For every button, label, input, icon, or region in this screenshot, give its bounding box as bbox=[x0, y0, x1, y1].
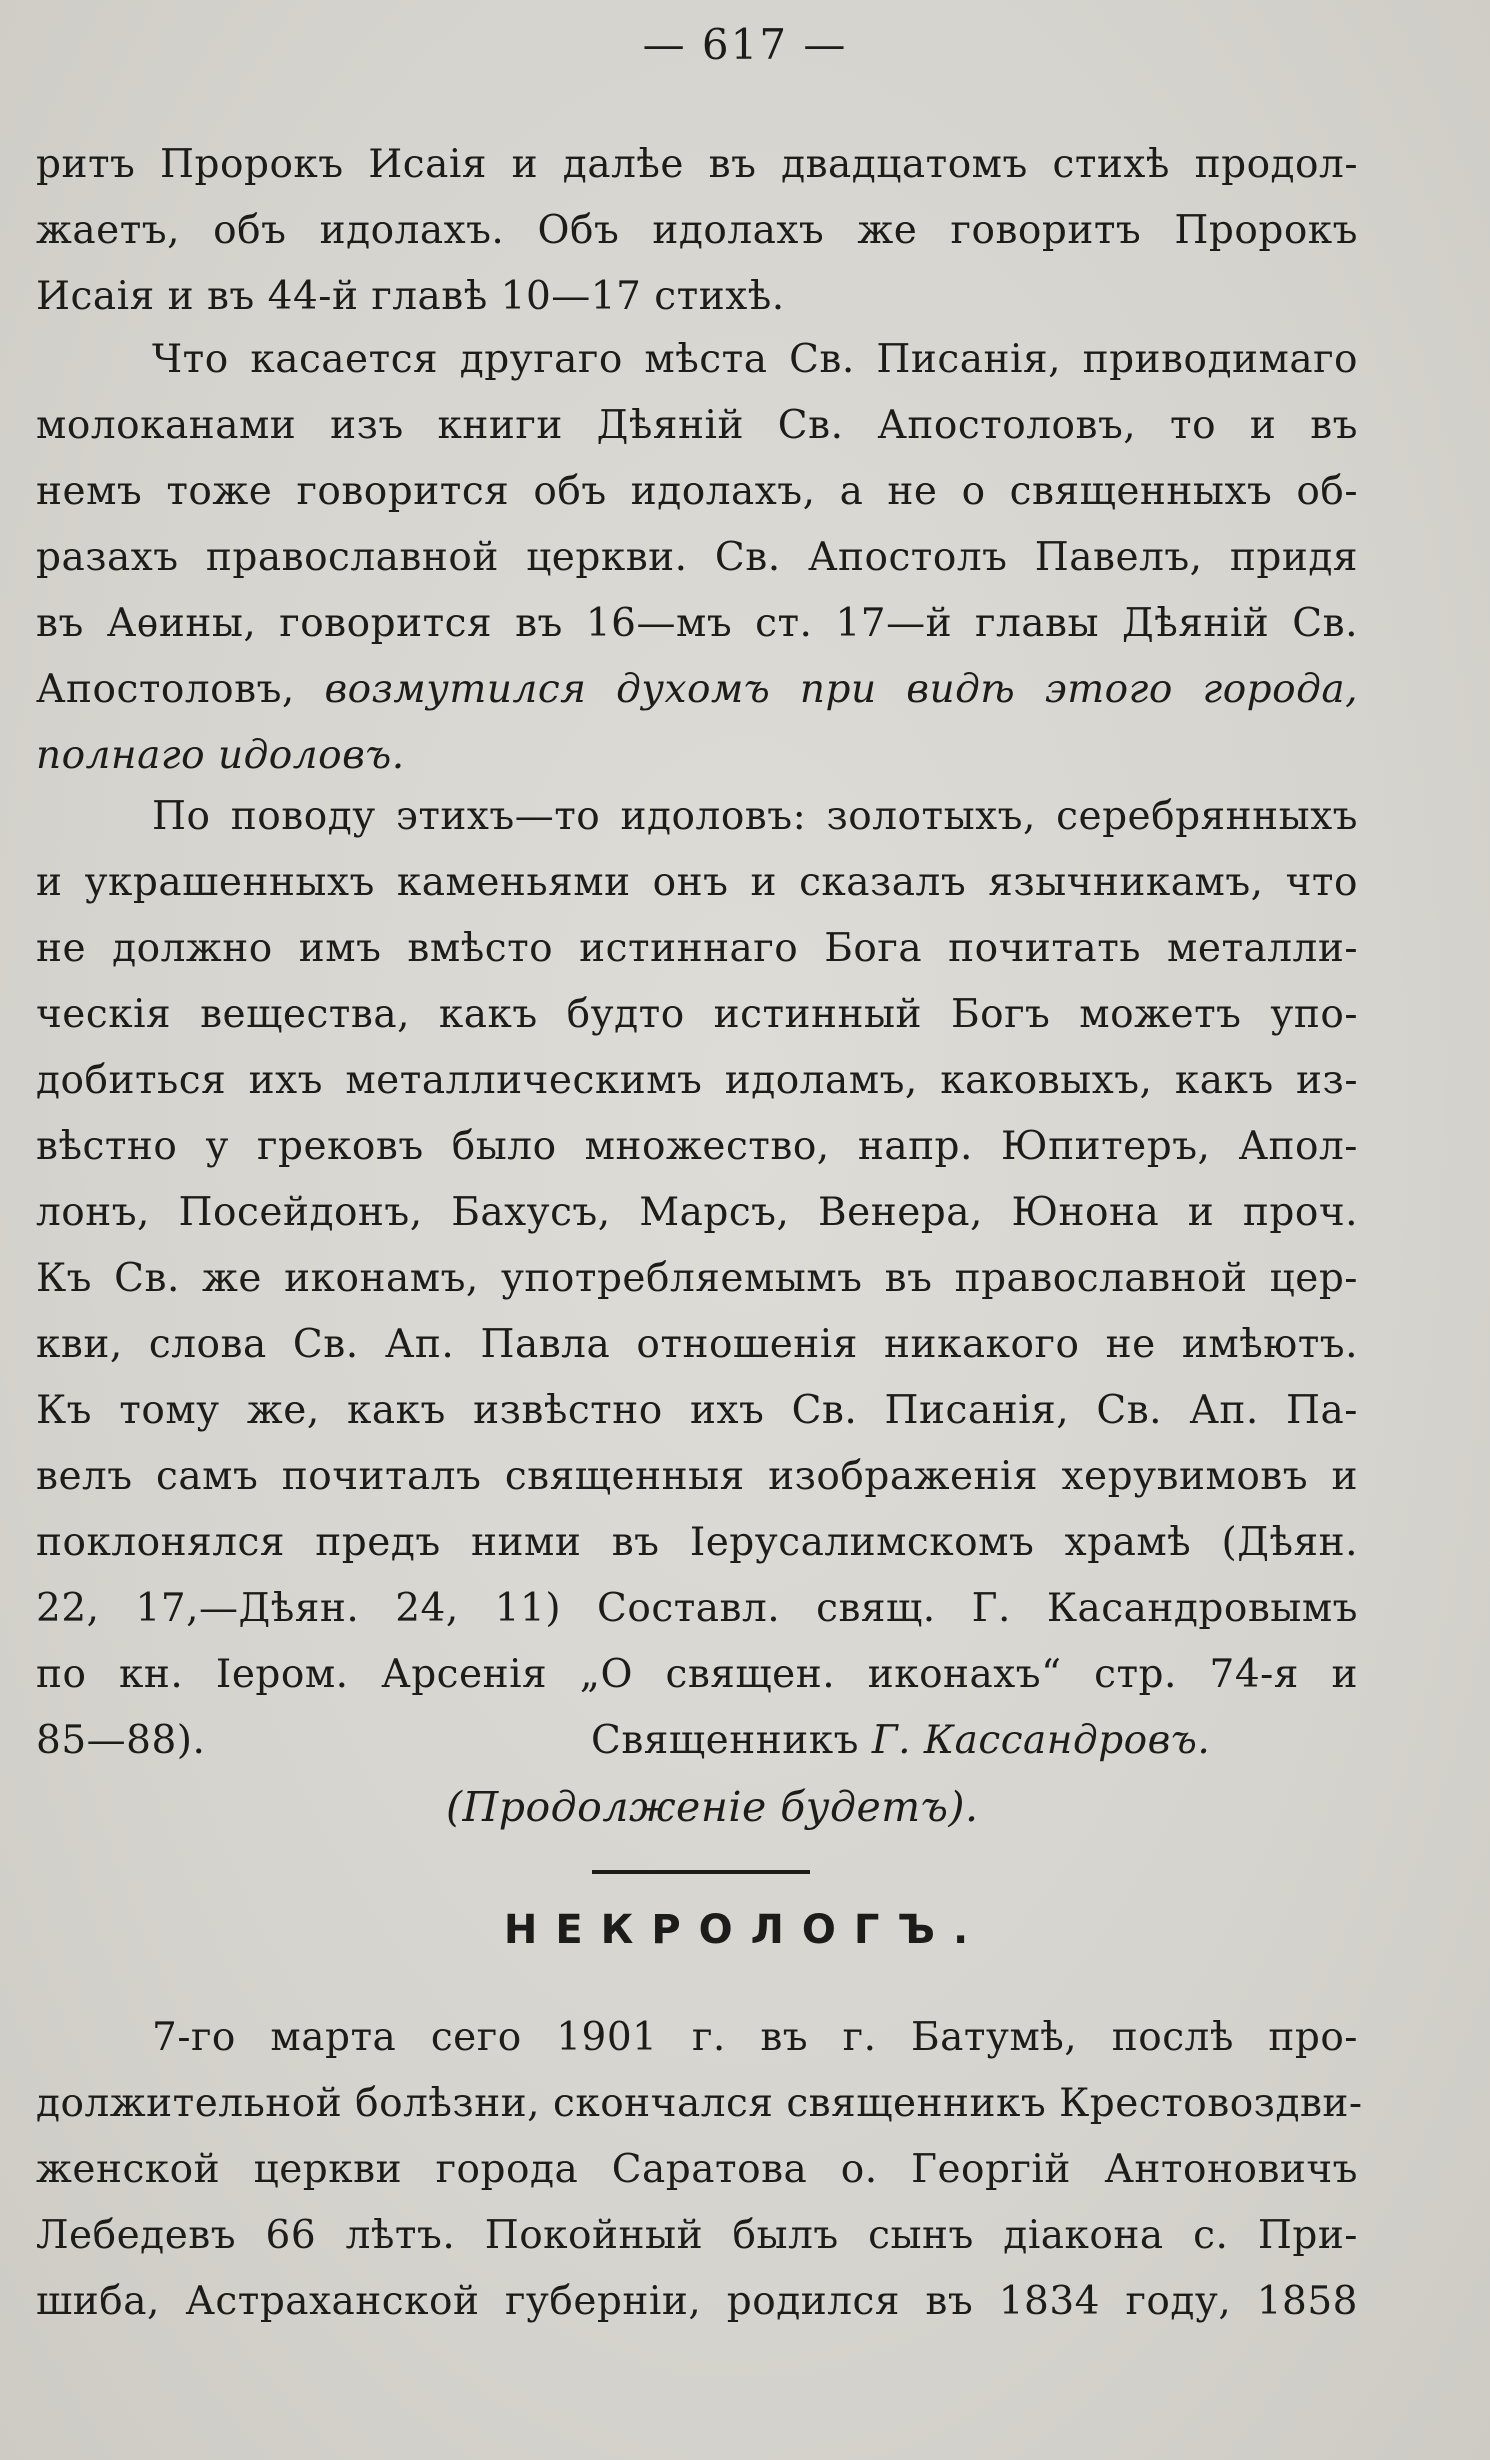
page-reference: 85—88). bbox=[36, 1718, 206, 1763]
text-line: 7-го марта сего 1901 г. въ г. Батумѣ, послѣ про- bbox=[152, 2015, 1358, 2060]
text-line: По поводу этихъ—то идоловъ: золотыхъ, серебрянныхъ bbox=[152, 794, 1358, 839]
to-be-continued: (Продолженіе будетъ). bbox=[446, 1783, 979, 1831]
text-line: велъ самъ почиталъ священныя изображенія херувимовъ и bbox=[36, 1454, 1358, 1499]
text-line: женской церкви города Саратова о. Георгій Антоновичъ bbox=[36, 2147, 1358, 2192]
text-line bbox=[36, 657, 1358, 723]
text-line: по кн. Іером. Арсенія „О священ. иконахъ“ стр. 74-я и bbox=[36, 1652, 1358, 1697]
page-number: — 617 — bbox=[642, 20, 848, 69]
paragraph-idols bbox=[36, 784, 1358, 1840]
italic-quote: возмутился духомъ при видѣ этого города, bbox=[324, 667, 1358, 712]
author-title: Священникъ bbox=[591, 1718, 872, 1763]
text-line: Что касается другаго мѣста Св. Писанія, приводимаго bbox=[152, 337, 1358, 382]
text-line: разахъ православной церкви. Св. Апостолъ Павелъ, придя bbox=[36, 535, 1358, 580]
text-fragment: Апостоловъ, bbox=[36, 667, 325, 712]
text-line: вѣстно у грековъ было множество, напр. Юпитеръ, Апол- bbox=[36, 1124, 1358, 1169]
text-line: Лебедевъ 66 лѣтъ. Покойный былъ сынъ діакона с. При- bbox=[36, 2213, 1358, 2258]
text-line: должительной болѣзни, скончался священникъ Крестовоздви- bbox=[36, 2081, 1363, 2126]
obituary-heading: НЕКРОЛОГЪ. bbox=[503, 1907, 987, 1953]
text-line: ритъ Пророкъ Исаія и далѣе въ двадцатомъ стихѣ продол- bbox=[36, 142, 1358, 187]
text-line: немъ тоже говорится объ идолахъ, а не о священныхъ об- bbox=[36, 469, 1358, 514]
text-line: поклонялся предъ ними въ Іерусалимскомъ храмѣ (Дѣян. bbox=[36, 1520, 1358, 1565]
author-signature bbox=[591, 1708, 1210, 1774]
text-line: лонъ, Посейдонъ, Бахусъ, Марсъ, Венера, Юнона и проч. bbox=[36, 1190, 1358, 1235]
text-line: кви, слова Св. Ап. Павла отношенія никакого не имѣютъ. bbox=[36, 1322, 1358, 1367]
paragraph-continuation bbox=[36, 132, 1358, 330]
text-line: въ Аѳины, говорится въ 16—мъ ст. 17—й главы Дѣяній Св. bbox=[36, 601, 1358, 646]
text-line: шиба, Астраханской губерніи, родился въ 1834 году, 1858 bbox=[36, 2279, 1358, 2324]
text-line: добиться ихъ металлическимъ идоламъ, каковыхъ, какъ из- bbox=[36, 1058, 1358, 1103]
text-line: 22, 17,—Дѣян. 24, 11) Составл. свящ. Г. Касандровымъ bbox=[36, 1586, 1358, 1631]
text-line: Къ тому же, какъ извѣстно ихъ Св. Писанія, Св. Ап. Па- bbox=[36, 1388, 1358, 1433]
text-line: не должно имъ вмѣсто истиннаго Бога почитать металли- bbox=[36, 926, 1358, 971]
paragraph-acts bbox=[36, 327, 1358, 789]
text-line: молоканами изъ книги Дѣяній Св. Апостоловъ, то и въ bbox=[36, 403, 1358, 448]
text-line: Исаія и въ 44-й главѣ 10—17 стихѣ. bbox=[36, 274, 785, 319]
text-line: жаетъ, объ идолахъ. Объ идолахъ же говоритъ Пророкъ bbox=[36, 208, 1358, 253]
section-divider bbox=[592, 1870, 810, 1874]
paragraph-obituary bbox=[36, 2005, 1363, 2335]
signature-line bbox=[36, 1708, 1358, 1774]
text-line: Къ Св. же иконамъ, употребляемымъ въ православной цер- bbox=[36, 1256, 1358, 1301]
text-line: и украшенныхъ каменьями онъ и сказалъ язычникамъ, что bbox=[36, 860, 1358, 905]
author-name: Г. Кассандровъ. bbox=[871, 1718, 1211, 1763]
italic-quote: полнаго идоловъ. bbox=[36, 733, 405, 778]
text-line: ческія вещества, какъ будто истинный Богъ можетъ упо- bbox=[36, 992, 1358, 1037]
